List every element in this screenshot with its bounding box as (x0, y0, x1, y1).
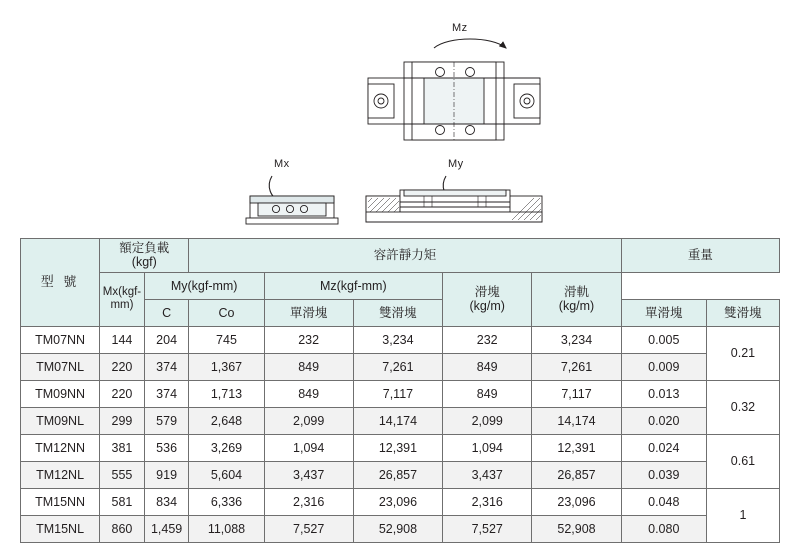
header-my-double: 雙滑塊 (353, 299, 442, 326)
cell-mx: 6,336 (189, 488, 264, 515)
cell-c: 581 (100, 488, 145, 515)
cell-c: 220 (100, 380, 145, 407)
cell-model: TM09NL (21, 407, 100, 434)
cell-my-double: 7,261 (353, 353, 442, 380)
header-static-moment: 容許靜力矩 (189, 239, 621, 273)
cell-co: 204 (144, 326, 189, 353)
cell-my-double: 12,391 (353, 434, 442, 461)
cell-mz-single: 1,094 (443, 434, 532, 461)
cell-co: 579 (144, 407, 189, 434)
cell-my-double: 52,908 (353, 515, 442, 542)
cell-my-single: 2,316 (264, 488, 353, 515)
cell-my-single: 3,437 (264, 461, 353, 488)
header-rated-load-text: 額定負載 (119, 241, 170, 255)
cell-mx: 1,367 (189, 353, 264, 380)
cell-co: 834 (144, 488, 189, 515)
cell-model: TM12NN (21, 434, 100, 461)
cell-mz-double: 52,908 (532, 515, 621, 542)
diagram-drawing (0, 0, 800, 238)
header-model: 型 號 (21, 239, 100, 327)
cell-rail-weight: 0.32 (706, 380, 779, 434)
cell-model: TM07NN (21, 326, 100, 353)
cell-co: 536 (144, 434, 189, 461)
cell-mx: 3,269 (189, 434, 264, 461)
cell-my-single: 849 (264, 353, 353, 380)
cell-rail-weight: 1 (706, 488, 779, 542)
header-my-single: 單滑塊 (264, 299, 353, 326)
header-co: Co (189, 299, 264, 326)
cell-block-weight: 0.020 (621, 407, 706, 434)
cell-mx: 2,648 (189, 407, 264, 434)
table-header-row-2 (21, 272, 780, 299)
cell-my-single: 849 (264, 380, 353, 407)
cell-mz-double: 3,234 (532, 326, 621, 353)
table-body (21, 326, 780, 542)
cell-model: TM15NL (21, 515, 100, 542)
header-block-text: 滑塊 (474, 284, 500, 299)
cell-mz-double: 26,857 (532, 461, 621, 488)
header-mz-double: 雙滑塊 (706, 299, 779, 326)
cell-mx: 11,088 (189, 515, 264, 542)
cell-model: TM09NN (21, 380, 100, 407)
cell-mz-single: 849 (443, 380, 532, 407)
header-rated-load-unit: (kgf) (131, 255, 157, 270)
cell-mz-double: 7,261 (532, 353, 621, 380)
moment-label-mx: Mx (274, 158, 290, 170)
header-mz: Mz(kgf-mm) (264, 272, 443, 299)
header-block-unit: (kg/m) (469, 299, 505, 314)
cell-co: 374 (144, 380, 189, 407)
spec-table (20, 238, 780, 543)
cell-my-double: 26,857 (353, 461, 442, 488)
cell-mx: 745 (189, 326, 264, 353)
cell-mz-double: 14,174 (532, 407, 621, 434)
cell-rail-weight: 0.61 (706, 434, 779, 488)
cell-my-single: 2,099 (264, 407, 353, 434)
header-weight: 重量 (621, 239, 779, 273)
cell-c: 381 (100, 434, 145, 461)
header-rail-unit: (kg/m) (558, 299, 595, 314)
cell-co: 1,459 (144, 515, 189, 542)
cell-co: 919 (144, 461, 189, 488)
cell-mz-double: 23,096 (532, 488, 621, 515)
cell-mz-single: 2,099 (443, 407, 532, 434)
table-header-row-1 (21, 239, 780, 273)
cell-mz-single: 7,527 (443, 515, 532, 542)
cell-rail-weight: 0.21 (706, 326, 779, 380)
header-block-weight (443, 272, 532, 326)
cell-block-weight: 0.005 (621, 326, 706, 353)
cell-c: 220 (100, 353, 145, 380)
cell-mz-single: 2,316 (443, 488, 532, 515)
moment-label-my: My (448, 158, 464, 170)
header-c: C (144, 299, 189, 326)
cell-mz-single: 3,437 (443, 461, 532, 488)
cell-co: 374 (144, 353, 189, 380)
cell-mx: 5,604 (189, 461, 264, 488)
cell-my-double: 3,234 (353, 326, 442, 353)
cell-my-single: 232 (264, 326, 353, 353)
cell-mx: 1,713 (189, 380, 264, 407)
header-my: My(kgf-mm) (144, 272, 264, 299)
cell-block-weight: 0.080 (621, 515, 706, 542)
cell-c: 555 (100, 461, 145, 488)
cell-my-single: 1,094 (264, 434, 353, 461)
header-rail-weight (532, 272, 621, 326)
cell-mz-single: 232 (443, 326, 532, 353)
table-row (21, 488, 780, 515)
cell-my-double: 23,096 (353, 488, 442, 515)
cell-c: 860 (100, 515, 145, 542)
cell-block-weight: 0.024 (621, 434, 706, 461)
cell-mz-single: 849 (443, 353, 532, 380)
moment-diagram (0, 0, 800, 238)
table-row (21, 461, 780, 488)
moment-label-mz: Mz (452, 22, 468, 34)
header-rated-load (100, 239, 189, 273)
cell-model: TM07NL (21, 353, 100, 380)
cell-model: TM12NL (21, 461, 100, 488)
cell-block-weight: 0.039 (621, 461, 706, 488)
table-row (21, 353, 780, 380)
cell-my-single: 7,527 (264, 515, 353, 542)
cell-block-weight: 0.048 (621, 488, 706, 515)
header-mz-single: 單滑塊 (621, 299, 706, 326)
cell-mz-double: 12,391 (532, 434, 621, 461)
cell-c: 144 (100, 326, 145, 353)
table-row (21, 326, 780, 353)
cell-my-double: 14,174 (353, 407, 442, 434)
cell-block-weight: 0.009 (621, 353, 706, 380)
cell-model: TM15NN (21, 488, 100, 515)
table-row (21, 407, 780, 434)
cell-my-double: 7,117 (353, 380, 442, 407)
header-mx: Mx(kgf-mm) (100, 272, 145, 326)
table-row (21, 515, 780, 542)
table-row (21, 434, 780, 461)
header-rail-text: 滑軌 (564, 284, 590, 299)
cell-c: 299 (100, 407, 145, 434)
cell-mz-double: 7,117 (532, 380, 621, 407)
table-row (21, 380, 780, 407)
cell-block-weight: 0.013 (621, 380, 706, 407)
